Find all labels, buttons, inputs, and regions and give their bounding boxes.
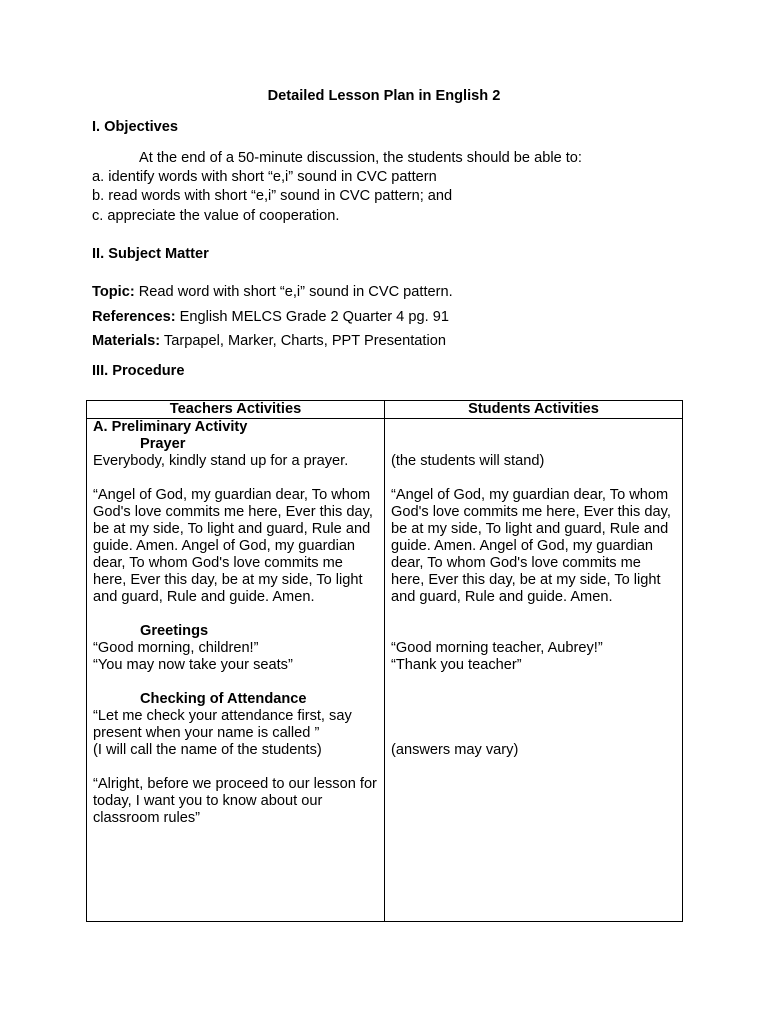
classroom-rules-text: “Alright, before we proceed to our lesson for today, I want you to know about our classroom rules” (93, 776, 377, 826)
teacher-greeting-1: “Good morning, children!” (93, 640, 259, 656)
objectives-heading: I. Objectives (92, 119, 178, 135)
references-label: References: (92, 309, 176, 325)
student-activities-cell (385, 419, 683, 922)
objectives-intro: At the end of a 50-minute discussion, the students should be able to: (139, 150, 582, 166)
procedure-heading: III. Procedure (92, 363, 185, 379)
references-value: English MELCS Grade 2 Quarter 4 pg. 91 (175, 309, 449, 325)
objective-item-c: c. appreciate the value of cooperation. (92, 208, 340, 224)
document-title: Detailed Lesson Plan in English 2 (267, 88, 501, 104)
activities-table (86, 400, 683, 922)
references-line (92, 309, 449, 326)
materials-label: Materials: (92, 333, 161, 349)
attendance-heading: Checking of Attendance (140, 691, 307, 707)
student-answers: (answers may vary) (391, 742, 519, 758)
student-activities-header: Students Activities (385, 401, 683, 419)
teacher-activities-cell (87, 419, 385, 922)
table-row (87, 419, 683, 922)
objective-item-a: a. identify words with short “e,i” sound in CVC pattern (92, 169, 437, 185)
topic-line (92, 284, 453, 301)
teacher-activities-header: Teachers Activities (87, 401, 385, 419)
subject-matter-heading: II. Subject Matter (92, 246, 209, 262)
teacher-greeting-2: “You may now take your seats” (93, 657, 293, 673)
objective-item-b: b. read words with short “e,i” sound in CVC pattern; and (92, 188, 453, 204)
prayer-instruction: Everybody, kindly stand up for a prayer. (93, 453, 349, 469)
student-stand: (the students will stand) (391, 453, 545, 469)
student-greeting-1: “Good morning teacher, Aubrey!” (391, 640, 603, 656)
teacher-prayer-text: “Angel of God, my guardian dear, To whom God's love commits me here, Ever this day, be at my side, To light and guard, Rule and guide. Amen. Angel of God, my guardian dear, To whom God's love commits me here, Ever this day, be at my side, To light and guard, Rule and guide. Amen. (93, 487, 373, 605)
topic-label: Topic: (92, 284, 135, 300)
table-header-row (87, 401, 683, 419)
student-prayer-text: “Angel of God, my guardian dear, To whom God's love commits me here, Ever this day, be at my side, To light and guard, Rule and guide. Amen. Angel of God, my guardian dear, To whom God's love commits me here, Ever this day, be at my side, To light and guard, Rule and guide. Amen. (391, 487, 671, 605)
materials-value: Tarpapel, Marker, Charts, PPT Presentation (160, 333, 446, 349)
attendance-note: (I will call the name of the students) (93, 742, 322, 758)
materials-line (92, 333, 446, 350)
attendance-instruction: “Let me check your attendance first, say present when your name is called ” (93, 708, 352, 741)
topic-value: Read word with short “e,i” sound in CVC pattern. (134, 284, 453, 300)
student-greeting-2: “Thank you teacher” (391, 657, 522, 673)
prayer-heading: Prayer (140, 436, 186, 452)
greetings-heading: Greetings (140, 623, 209, 639)
preliminary-activity-heading: A. Preliminary Activity (93, 419, 248, 435)
